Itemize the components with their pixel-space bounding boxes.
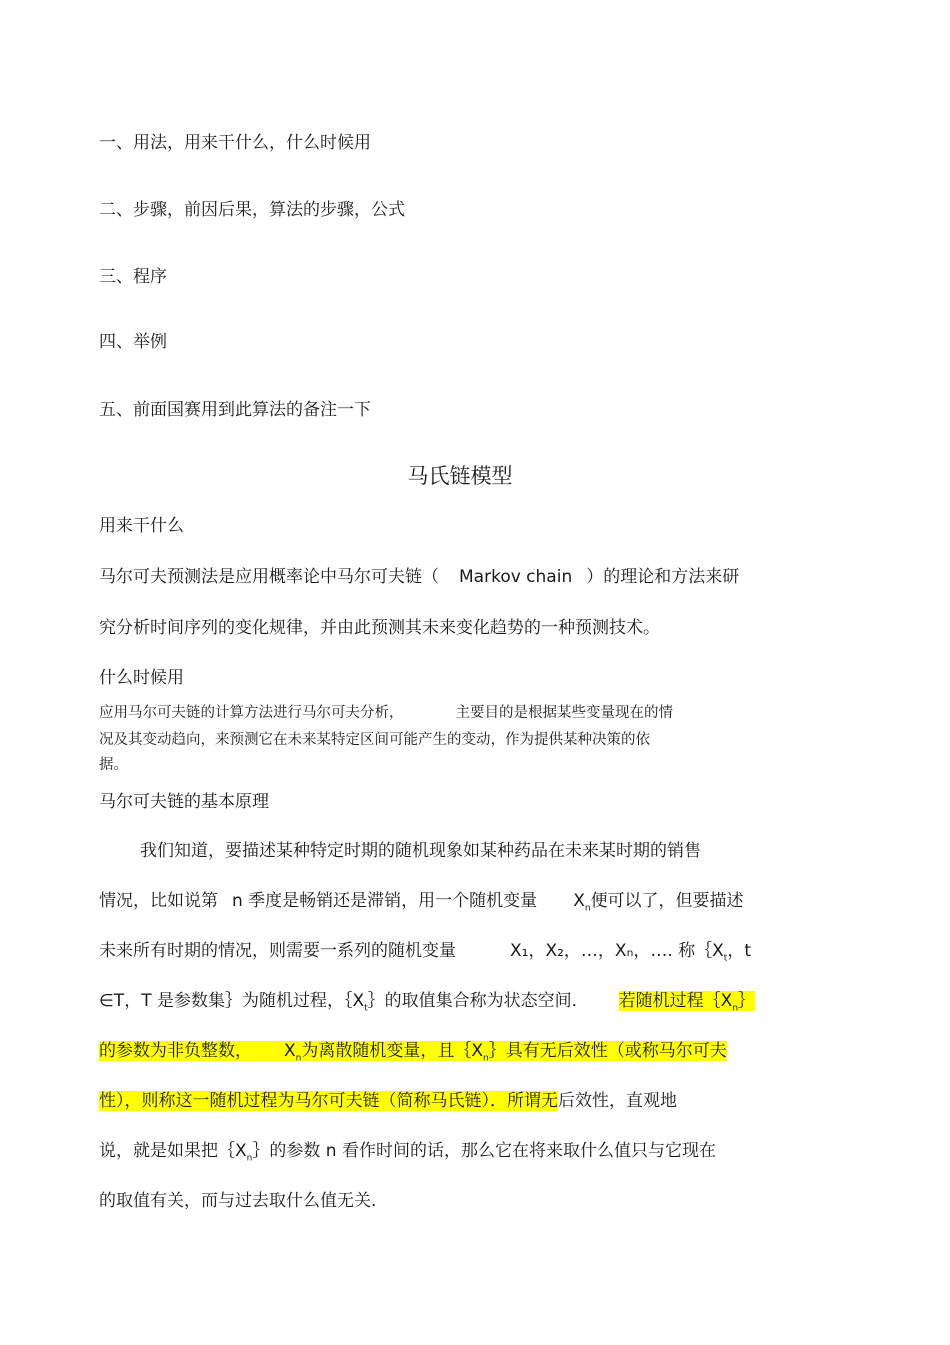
- principle-line-7: [99, 1139, 716, 1170]
- when-text-1a: 应用马尔可夫链的计算方法进行马尔可夫分析，: [99, 705, 404, 721]
- principle-line-4: [99, 989, 755, 1020]
- when-paragraph-line-3: 据。: [99, 757, 128, 773]
- subscript-n: n: [732, 1003, 739, 1014]
- principle-text-7b: ｝的参数 n 看作时间的话，那么它在将来取什么值只与它现在: [252, 1141, 716, 1161]
- use-paragraph-line-2: 究分析时间序列的变化规律，并由此预测其未来变化趋势的一种预测技术。: [99, 618, 660, 638]
- highlight-text-5d: ｝具有无后效性（或称马尔可夫: [488, 1041, 727, 1061]
- principle-line-5: [99, 1039, 727, 1070]
- principle-text-3c: ，t: [727, 941, 751, 961]
- highlight-text-6: 性），则称这一随机过程为马尔可夫链（简称马氏链）．所谓无: [99, 1091, 558, 1111]
- section-heading-principle: 马尔可夫链的基本原理: [99, 792, 269, 812]
- principle-text-3b: X₁，X₂，…，Xₙ，…. 称｛X: [510, 941, 724, 961]
- principle-text-2a: 情况，比如说第: [99, 891, 218, 911]
- section-heading-when: 什么时候用: [99, 668, 184, 688]
- outline-item-1: 一、用法，用来干什么，什么时候用: [99, 133, 371, 153]
- highlight-text-5a: 的参数为非负整数，: [99, 1041, 252, 1061]
- principle-text-3a: 未来所有时期的情况，则需要一系列的随机变量: [99, 941, 456, 961]
- outline-item-3: 三、程序: [99, 267, 167, 287]
- page-title: 马氏链模型: [407, 464, 513, 488]
- principle-text-7a: 说，就是如果把｛X: [99, 1141, 247, 1161]
- when-text-1b: 主要目的是根据某些变量现在的情: [455, 705, 673, 721]
- principle-text-2b: n 季度是畅销还是滞销，用一个随机变量: [232, 891, 538, 911]
- principle-text-6: 后效性，直观地: [558, 1091, 677, 1111]
- subscript-n: n: [584, 903, 591, 914]
- var-x: X: [284, 1041, 296, 1061]
- use-text-1a: 马尔可夫预测法是应用概率论中马尔可夫链（: [99, 567, 439, 587]
- principle-text-2d: 便可以了，但要描述: [590, 891, 744, 911]
- section-heading-use: 用来干什么: [99, 516, 184, 536]
- principle-text-4b: ｝的取值集合称为状态空间．: [367, 991, 589, 1011]
- var-x: X: [573, 891, 585, 911]
- outline-item-5: 五、前面国赛用到此算法的备注一下: [99, 400, 371, 420]
- principle-line-6: [99, 1089, 677, 1113]
- principle-line-2: [99, 889, 744, 920]
- when-paragraph-line-1: [99, 702, 673, 724]
- outline-item-4: 四、举例: [99, 332, 167, 352]
- subscript-t: t: [723, 953, 728, 964]
- highlight-5: [99, 1041, 727, 1064]
- use-text-markov-chain: Markov chain: [459, 567, 573, 587]
- when-paragraph-line-2: 况及其变动趋向，来预测它在未来某特定区间可能产生的变动，作为提供某种决策的依: [99, 732, 650, 748]
- subscript-n: n: [246, 1153, 253, 1164]
- highlight-text-4-end: ｝: [738, 991, 756, 1011]
- highlight-4: [618, 991, 756, 1014]
- principle-line-1: 我们知道，要描述某种特定时期的随机现象如某种药品在未来某时期的销售: [140, 841, 701, 861]
- outline-item-2: 二、步骤，前因后果，算法的步骤，公式: [99, 200, 405, 220]
- use-paragraph-line-1: [99, 565, 739, 589]
- subscript-n: n: [295, 1053, 302, 1064]
- highlight-text-4: 若随机过程｛X: [618, 991, 733, 1011]
- highlight-text-5c: 为离散随机变量，且｛X: [301, 1041, 484, 1061]
- use-text-1c: ）的理论和方法来研: [586, 567, 740, 587]
- principle-line-8: 的取值有关，而与过去取什么值无关.: [99, 1191, 377, 1211]
- principle-text-4a: ∈T，T 是参数集｝为随机过程，｛X: [99, 991, 365, 1011]
- subscript-n: n: [483, 1053, 489, 1064]
- subscript-t: t: [364, 1003, 368, 1014]
- principle-line-3: [99, 939, 751, 970]
